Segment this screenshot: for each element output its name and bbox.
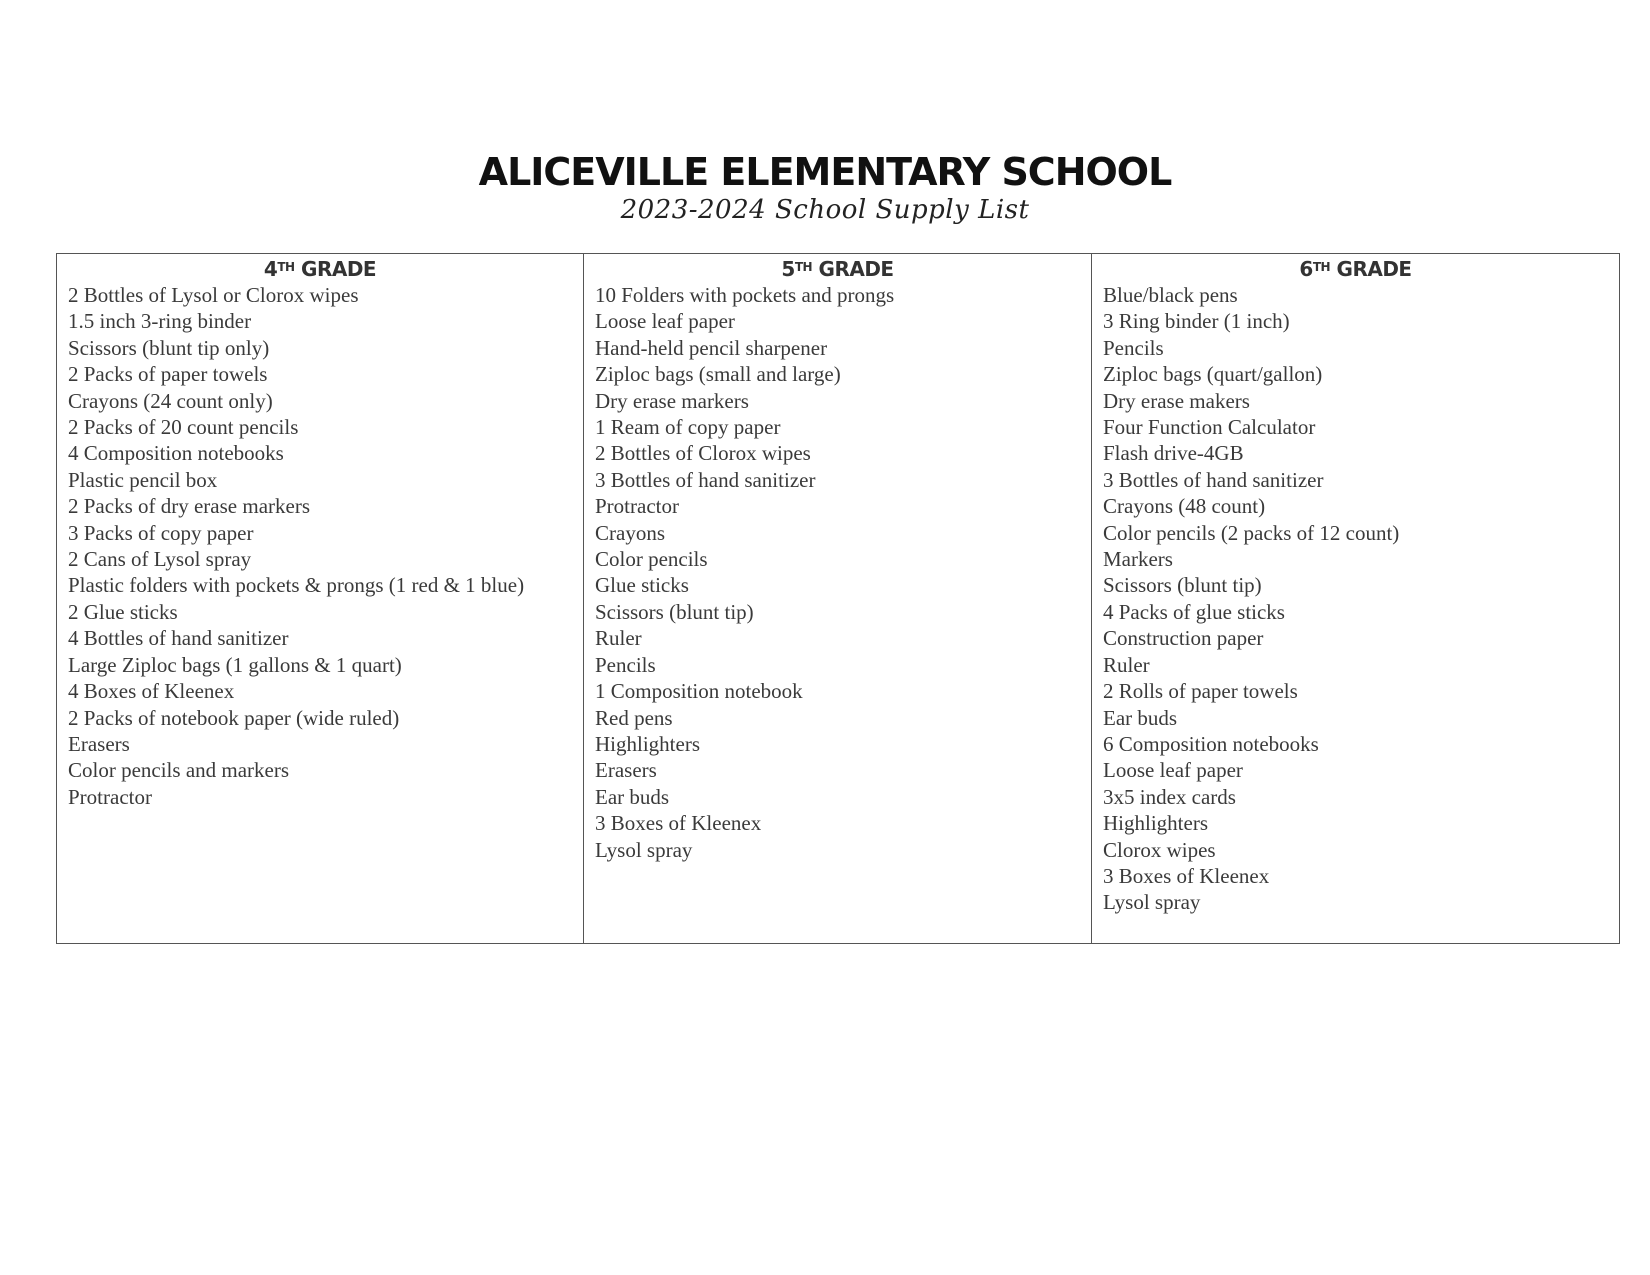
supply-item: 3 Bottles of hand sanitizer	[1103, 467, 1324, 492]
supply-item: 1.5 inch 3-ring binder	[68, 309, 252, 334]
supply-item: Crayons	[595, 520, 665, 545]
grade-5-word: GRADE	[818, 257, 894, 281]
supply-item: Scissors (blunt tip)	[1103, 573, 1262, 598]
grade-6-suffix: TH	[1312, 260, 1331, 274]
supply-item: Lysol spray	[595, 837, 693, 862]
supply-item: Erasers	[68, 731, 130, 756]
grade-4-heading	[57, 254, 583, 282]
supply-item: Color pencils	[595, 547, 708, 572]
supply-item: Clorox wipes	[1103, 837, 1216, 862]
school-name-title: ALICEVILLE ELEMENTARY SCHOOL	[478, 150, 1172, 194]
supply-item: 3 Boxes of Kleenex	[595, 811, 762, 836]
grade-5-heading	[584, 254, 1091, 282]
supply-item: Plastic pencil box	[68, 467, 218, 492]
supply-item: 2 Bottles of Lysol or Clorox wipes	[68, 283, 359, 307]
supply-item: Color pencils (2 packs of 12 count)	[1103, 520, 1400, 545]
supply-item: Crayons (48 count)	[1103, 494, 1266, 519]
supply-item: Glue sticks	[595, 573, 689, 598]
supply-item: Color pencils and markers	[68, 758, 290, 783]
supply-item: Loose leaf paper	[595, 309, 735, 334]
supply-item: Construction paper	[1103, 626, 1264, 651]
document-header	[0, 150, 1650, 226]
supply-item: Pencils	[595, 652, 656, 677]
supply-item: Ruler	[1103, 652, 1150, 677]
supply-item: Dry erase makers	[1103, 388, 1250, 413]
grade-6-word: GRADE	[1336, 257, 1412, 281]
supply-item: Pencils	[1103, 335, 1164, 360]
grade-5-number: 5	[781, 257, 795, 281]
grade-5-supply-list	[584, 282, 1091, 863]
supply-item: 2 Packs of notebook paper (wide ruled)	[68, 705, 400, 730]
supply-item: Ruler	[595, 626, 642, 651]
supply-item: Plastic folders with pockets & prongs (1 red & 1 blue)	[68, 573, 525, 598]
supply-item: Ear buds	[1103, 705, 1178, 730]
supply-item: 2 Packs of dry erase markers	[68, 494, 310, 519]
supply-item: Markers	[1103, 547, 1173, 572]
supply-item: 1 Composition notebook	[595, 679, 803, 704]
supply-item: 3 Ring binder (1 inch)	[1103, 309, 1290, 334]
grade-6-number: 6	[1299, 257, 1313, 281]
supply-item: 3 Boxes of Kleenex	[1103, 863, 1270, 888]
supply-item: 4 Bottles of hand sanitizer	[68, 626, 289, 651]
supply-item: 2 Bottles of Clorox wipes	[595, 441, 811, 466]
supply-item: Ziploc bags (quart/gallon)	[1103, 362, 1323, 387]
supply-item: 1 Ream of copy paper	[595, 415, 781, 440]
supply-item: Dry erase markers	[595, 388, 749, 413]
supply-list-table	[56, 253, 1620, 944]
supply-item: Crayons (24 count only)	[68, 388, 273, 413]
supply-item: Loose leaf paper	[1103, 758, 1243, 783]
supply-item: Large Ziploc bags (1 gallons & 1 quart)	[68, 652, 402, 677]
supply-item: Red pens	[595, 705, 673, 730]
supply-item: Hand-held pencil sharpener	[595, 335, 828, 360]
supply-item: Ear buds	[595, 784, 670, 809]
supply-item: Highlighters	[595, 731, 700, 756]
supply-item: 4 Boxes of Kleenex	[68, 679, 235, 704]
grade-6-column	[1092, 254, 1620, 944]
supply-item: 6 Composition notebooks	[1103, 731, 1319, 756]
supply-item: Flash drive-4GB	[1103, 441, 1244, 466]
grade-4-number: 4	[263, 257, 278, 281]
grade-5-suffix: TH	[794, 260, 813, 274]
supply-item: Protractor	[595, 494, 679, 519]
supply-item: 4 Packs of glue sticks	[1103, 599, 1285, 624]
supply-item: Scissors (blunt tip)	[595, 599, 754, 624]
supply-item: Erasers	[595, 758, 657, 783]
supply-item: Scissors (blunt tip only)	[68, 335, 270, 360]
supply-item: 4 Composition notebooks	[68, 441, 284, 466]
supply-item: 3x5 index cards	[1103, 784, 1236, 809]
supply-item: 2 Packs of 20 count pencils	[68, 415, 299, 440]
supply-table-row	[57, 254, 1620, 944]
grade-5-column	[584, 254, 1092, 944]
supply-item: Protractor	[68, 784, 152, 809]
supply-item: 3 Packs of copy paper	[68, 520, 254, 545]
supply-item: 2 Glue sticks	[68, 599, 178, 624]
supply-item: Highlighters	[1103, 811, 1208, 836]
grade-4-suffix: TH	[277, 260, 295, 274]
grade-4-word: GRADE	[301, 257, 377, 281]
grade-6-supply-list	[1092, 282, 1619, 916]
supply-item: Lysol spray	[1103, 890, 1201, 915]
supply-item: 2 Packs of paper towels	[68, 362, 268, 387]
grade-4-column	[57, 254, 584, 944]
supply-item: Four Function Calculator	[1103, 415, 1316, 440]
supply-item: Ziploc bags (small and large)	[595, 362, 841, 387]
grade-6-heading	[1092, 254, 1619, 282]
grade-4-supply-list	[57, 282, 583, 810]
supply-item: 3 Bottles of hand sanitizer	[595, 467, 816, 492]
supply-item: 10 Folders with pockets and prongs	[595, 283, 895, 307]
supply-item: 2 Cans of Lysol spray	[68, 547, 252, 572]
supply-item: Blue/black pens	[1103, 283, 1238, 307]
supply-list-subtitle: 2023-2024 School Supply List	[620, 195, 1030, 225]
supply-item: 2 Rolls of paper towels	[1103, 679, 1298, 704]
